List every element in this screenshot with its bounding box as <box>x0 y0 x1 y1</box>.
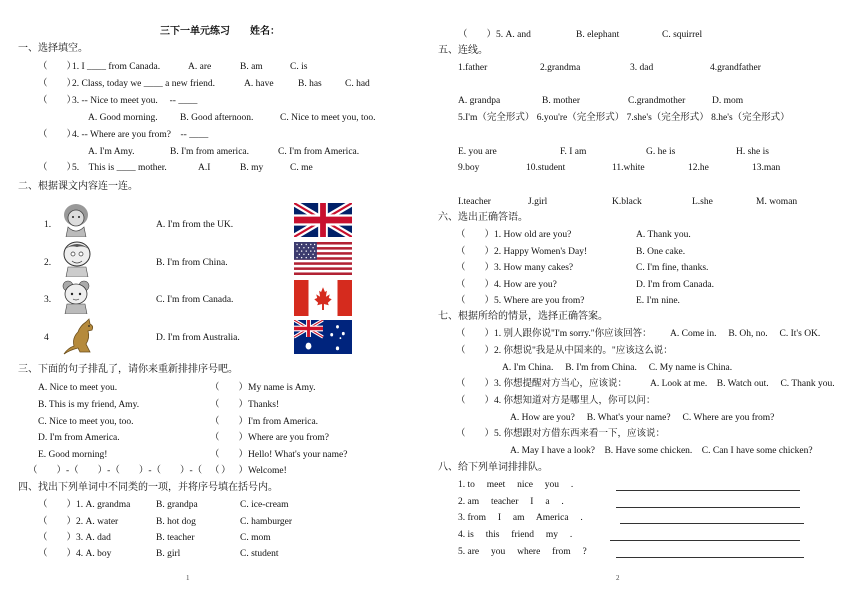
odd-one-option-b: B. hot dog <box>156 517 196 527</box>
sentence-d: D. I'm from America. <box>38 433 120 443</box>
match-number: 2. <box>44 258 52 268</box>
q-option-c: C. is <box>290 62 308 72</box>
match-word: K.black <box>612 197 642 207</box>
word-order-row: 3. from I am America . <box>458 513 583 523</box>
q-option-b: B. my <box>240 163 264 173</box>
match-number: 4 <box>44 333 49 343</box>
section-5-heading: 五、连线。 <box>438 45 488 56</box>
q-text: 3. -- Nice to meet you. -- ____ <box>72 96 198 106</box>
odd-one-question[interactable]: （ ）5. A. and <box>458 30 531 40</box>
word-order-row: 1. to meet nice you . <box>458 480 574 490</box>
word-order-row: 4. is this friend my . <box>458 530 573 540</box>
match-word: J.girl <box>528 197 548 207</box>
reply-option: B. One cake. <box>636 247 686 257</box>
match-option-c: C. I'm from Canada. <box>156 295 234 305</box>
odd-one-option-c: C. student <box>240 549 279 559</box>
q-option-a: A. I'm Amy. <box>88 147 135 157</box>
sentence-c: C. Nice to meet you, too. <box>38 417 134 427</box>
match-word: 2.grandma <box>540 63 581 73</box>
scenario-options: A. Come in. B. Oh, no. C. It's OK. <box>670 329 821 339</box>
section-8-heading: 八、给下列单词排排队。 <box>438 462 548 473</box>
scenario-options: A. Look at me. B. Watch out. C. Thank you. <box>650 379 835 389</box>
answer-line[interactable] <box>616 490 800 491</box>
q-text: 1. I ____ from Canada. <box>72 62 161 72</box>
match-option-d: D. I'm from Australia. <box>156 333 240 343</box>
reply-option: A. Thank you. <box>636 230 691 240</box>
q-option-c: C. me <box>290 163 313 173</box>
q-option-a: A.I <box>198 163 211 173</box>
match-word: G. he is <box>646 147 676 157</box>
q-paren[interactable]: （ ） <box>38 62 77 72</box>
reply-option: D. I'm from Canada. <box>636 280 714 290</box>
match-option-b: B. I'm from China. <box>156 258 228 268</box>
sentence-b: B. This is my friend, Amy. <box>38 400 140 410</box>
match-word: 13.man <box>752 163 781 173</box>
reply-option: E. I'm nine. <box>636 296 680 306</box>
q-option-a: A. Good morning. <box>88 113 158 123</box>
scenario-options: A. May I have a look? B. Have some chicken. C. Can I have some chicken? <box>510 446 813 456</box>
q-paren[interactable]: （ ） <box>38 130 77 140</box>
contraction-row: 5.I'm（完全形式） 6.you're（完全形式） 7.she's（完全形式） 8.he's（完全形式） <box>458 113 790 123</box>
odd-one-option-b: B. grandpa <box>156 500 198 510</box>
scenario-question[interactable]: （ ）3. 你想提醒对方当心，应该说： <box>456 379 628 389</box>
q-text: 4. -- Where are you from? -- ____ <box>72 130 209 140</box>
answer-blank[interactable]: （ ）I'm from America. <box>210 417 319 427</box>
reply-question[interactable]: （ ）1. How old are you? <box>456 230 572 240</box>
match-word: L.she <box>692 197 713 207</box>
odd-one-question[interactable]: （ ）1. A. grandma <box>38 500 131 510</box>
answer-line[interactable] <box>610 540 800 541</box>
match-word: M. woman <box>756 197 798 207</box>
cartoon-boy-icon <box>56 239 98 277</box>
right-page <box>430 0 860 607</box>
page-number: 1 <box>186 574 190 582</box>
match-word: 4.grandfather <box>710 63 761 73</box>
q-paren[interactable]: （ ） <box>38 96 77 106</box>
sentence-a: A. Nice to meet you. <box>38 383 118 393</box>
odd-one-option-c: C. hamburger <box>240 517 293 527</box>
odd-one-option-b: B. elephant <box>576 30 620 40</box>
section-3-heading: 三、下面的句子排乱了，请你来重新排排序号吧。 <box>18 364 238 375</box>
answer-blank[interactable]: （ ）Thanks! <box>210 400 280 410</box>
answer-blank[interactable]: （ ）My name is Amy. <box>210 383 316 393</box>
match-word: F. I am <box>560 147 587 157</box>
odd-one-option-b: B. teacher <box>156 533 195 543</box>
q-paren[interactable]: （ ） <box>38 79 77 89</box>
scenario-question[interactable]: （ ）5. 你想跟对方借东西来看一下，应该说： <box>456 429 666 439</box>
match-word: A. grandpa <box>458 96 501 106</box>
match-word: C.grandmother <box>628 96 686 106</box>
match-word: D. mom <box>712 96 744 106</box>
cartoon-girl-2-icon <box>56 278 96 314</box>
section-2-heading: 二、根据课文内容连一连。 <box>18 181 138 192</box>
reply-question[interactable]: （ ）2. Happy Women's Day! <box>456 247 588 257</box>
match-word: I.teacher <box>458 197 491 207</box>
q-option-c: C. Nice to meet you, too. <box>280 113 376 123</box>
q-text: 2. Class, today we ____ a new friend. <box>72 79 215 89</box>
answer-blank[interactable]: （ ）Hello! What's your name? <box>210 450 348 460</box>
q-option-c: C. I'm from America. <box>278 147 360 157</box>
canada-flag-icon <box>294 280 352 316</box>
match-word: 10.student <box>526 163 566 173</box>
reply-question[interactable]: （ ）3. How many cakes? <box>456 263 574 273</box>
australia-flag-icon <box>294 320 352 354</box>
match-word: 3. dad <box>630 63 654 73</box>
scenario-options: A. How are you? B. What's your name? C. Where are you from? <box>510 413 775 423</box>
worksheet-title: 三下一单元练习 <box>160 26 230 37</box>
match-option-a: A. I'm from the UK. <box>156 220 234 230</box>
scenario-question[interactable]: （ ）1. 别人跟你说"I'm sorry."你应该回答： <box>456 329 652 339</box>
odd-one-question[interactable]: （ ）4. A. boy <box>38 549 112 559</box>
match-word: 9.boy <box>458 163 480 173</box>
sentence-e: E. Good morning! <box>38 450 108 460</box>
match-word: E. you are <box>458 147 497 157</box>
match-number: 3. <box>44 295 52 305</box>
odd-one-option-c: C. squirrel <box>662 30 703 40</box>
scenario-question[interactable]: （ ）4. 你想知道对方是哪里人，你可以问： <box>456 396 656 406</box>
scenario-options: A. I'm China. B. I'm from China. C. My name is China. <box>502 363 733 373</box>
q-option-a: A. are <box>188 62 212 72</box>
q-option-b: B. has <box>298 79 322 89</box>
odd-one-option-c: C. ice-cream <box>240 500 289 510</box>
match-word: B. mother <box>542 96 580 106</box>
order-sequence[interactable]: （ ）-（ ）-（ ）-（ ）-（ ） <box>28 466 231 476</box>
q-text: 5. This is ____ mother. <box>72 163 167 173</box>
match-number: 1. <box>44 220 52 230</box>
answer-blank[interactable]: （ ）Where are you from? <box>210 433 329 443</box>
answer-blank[interactable]: （ ）Welcome! <box>210 466 287 476</box>
match-word: H. she is <box>736 147 769 157</box>
odd-one-option-b: B. girl <box>156 549 181 559</box>
reply-question[interactable]: （ ）5. Where are you from? <box>456 296 585 306</box>
odd-one-option-c: C. mom <box>240 533 271 543</box>
word-order-row: 5. are you where from ? <box>458 547 587 557</box>
section-7-heading: 七、根据所给的情景，选择正确答案。 <box>438 311 608 322</box>
q-paren[interactable]: （ ） <box>38 163 77 173</box>
odd-one-question[interactable]: （ ）2. A. water <box>38 517 119 527</box>
answer-line[interactable] <box>620 523 804 524</box>
reply-question[interactable]: （ ）4. How are you? <box>456 280 557 290</box>
scenario-question[interactable]: （ ）2. 你想说"我是从中国来的。"应该这么说： <box>456 346 673 356</box>
q-option-b: B. am <box>240 62 263 72</box>
q-option-b: B. I'm from america. <box>170 147 250 157</box>
answer-line[interactable] <box>616 507 800 508</box>
cartoon-girl-1-icon <box>56 201 96 237</box>
kangaroo-icon <box>62 318 98 356</box>
section-6-heading: 六、选出正确答语。 <box>438 212 528 223</box>
q-option-c: C. had <box>345 79 370 89</box>
match-word: 12.he <box>688 163 709 173</box>
match-word: 11.white <box>612 163 645 173</box>
odd-one-question[interactable]: （ ）3. A. dad <box>38 533 111 543</box>
q-option-a: A. have <box>244 79 274 89</box>
word-order-row: 2. am teacher I a . <box>458 497 564 507</box>
us-flag-icon <box>294 242 352 275</box>
match-word: 1.father <box>458 63 488 73</box>
uk-flag-icon <box>294 203 352 237</box>
q-option-b: B. Good afternoon. <box>180 113 254 123</box>
page-number: 2 <box>616 574 620 582</box>
reply-option: C. I'm fine, thanks. <box>636 263 709 273</box>
section-4-heading: 四、找出下列单词中不同类的一项，并将序号填在括号内。 <box>18 482 278 493</box>
answer-line[interactable] <box>616 557 804 558</box>
name-label: 姓名： <box>250 26 280 37</box>
section-1-heading: 一、选择填空。 <box>18 43 88 54</box>
